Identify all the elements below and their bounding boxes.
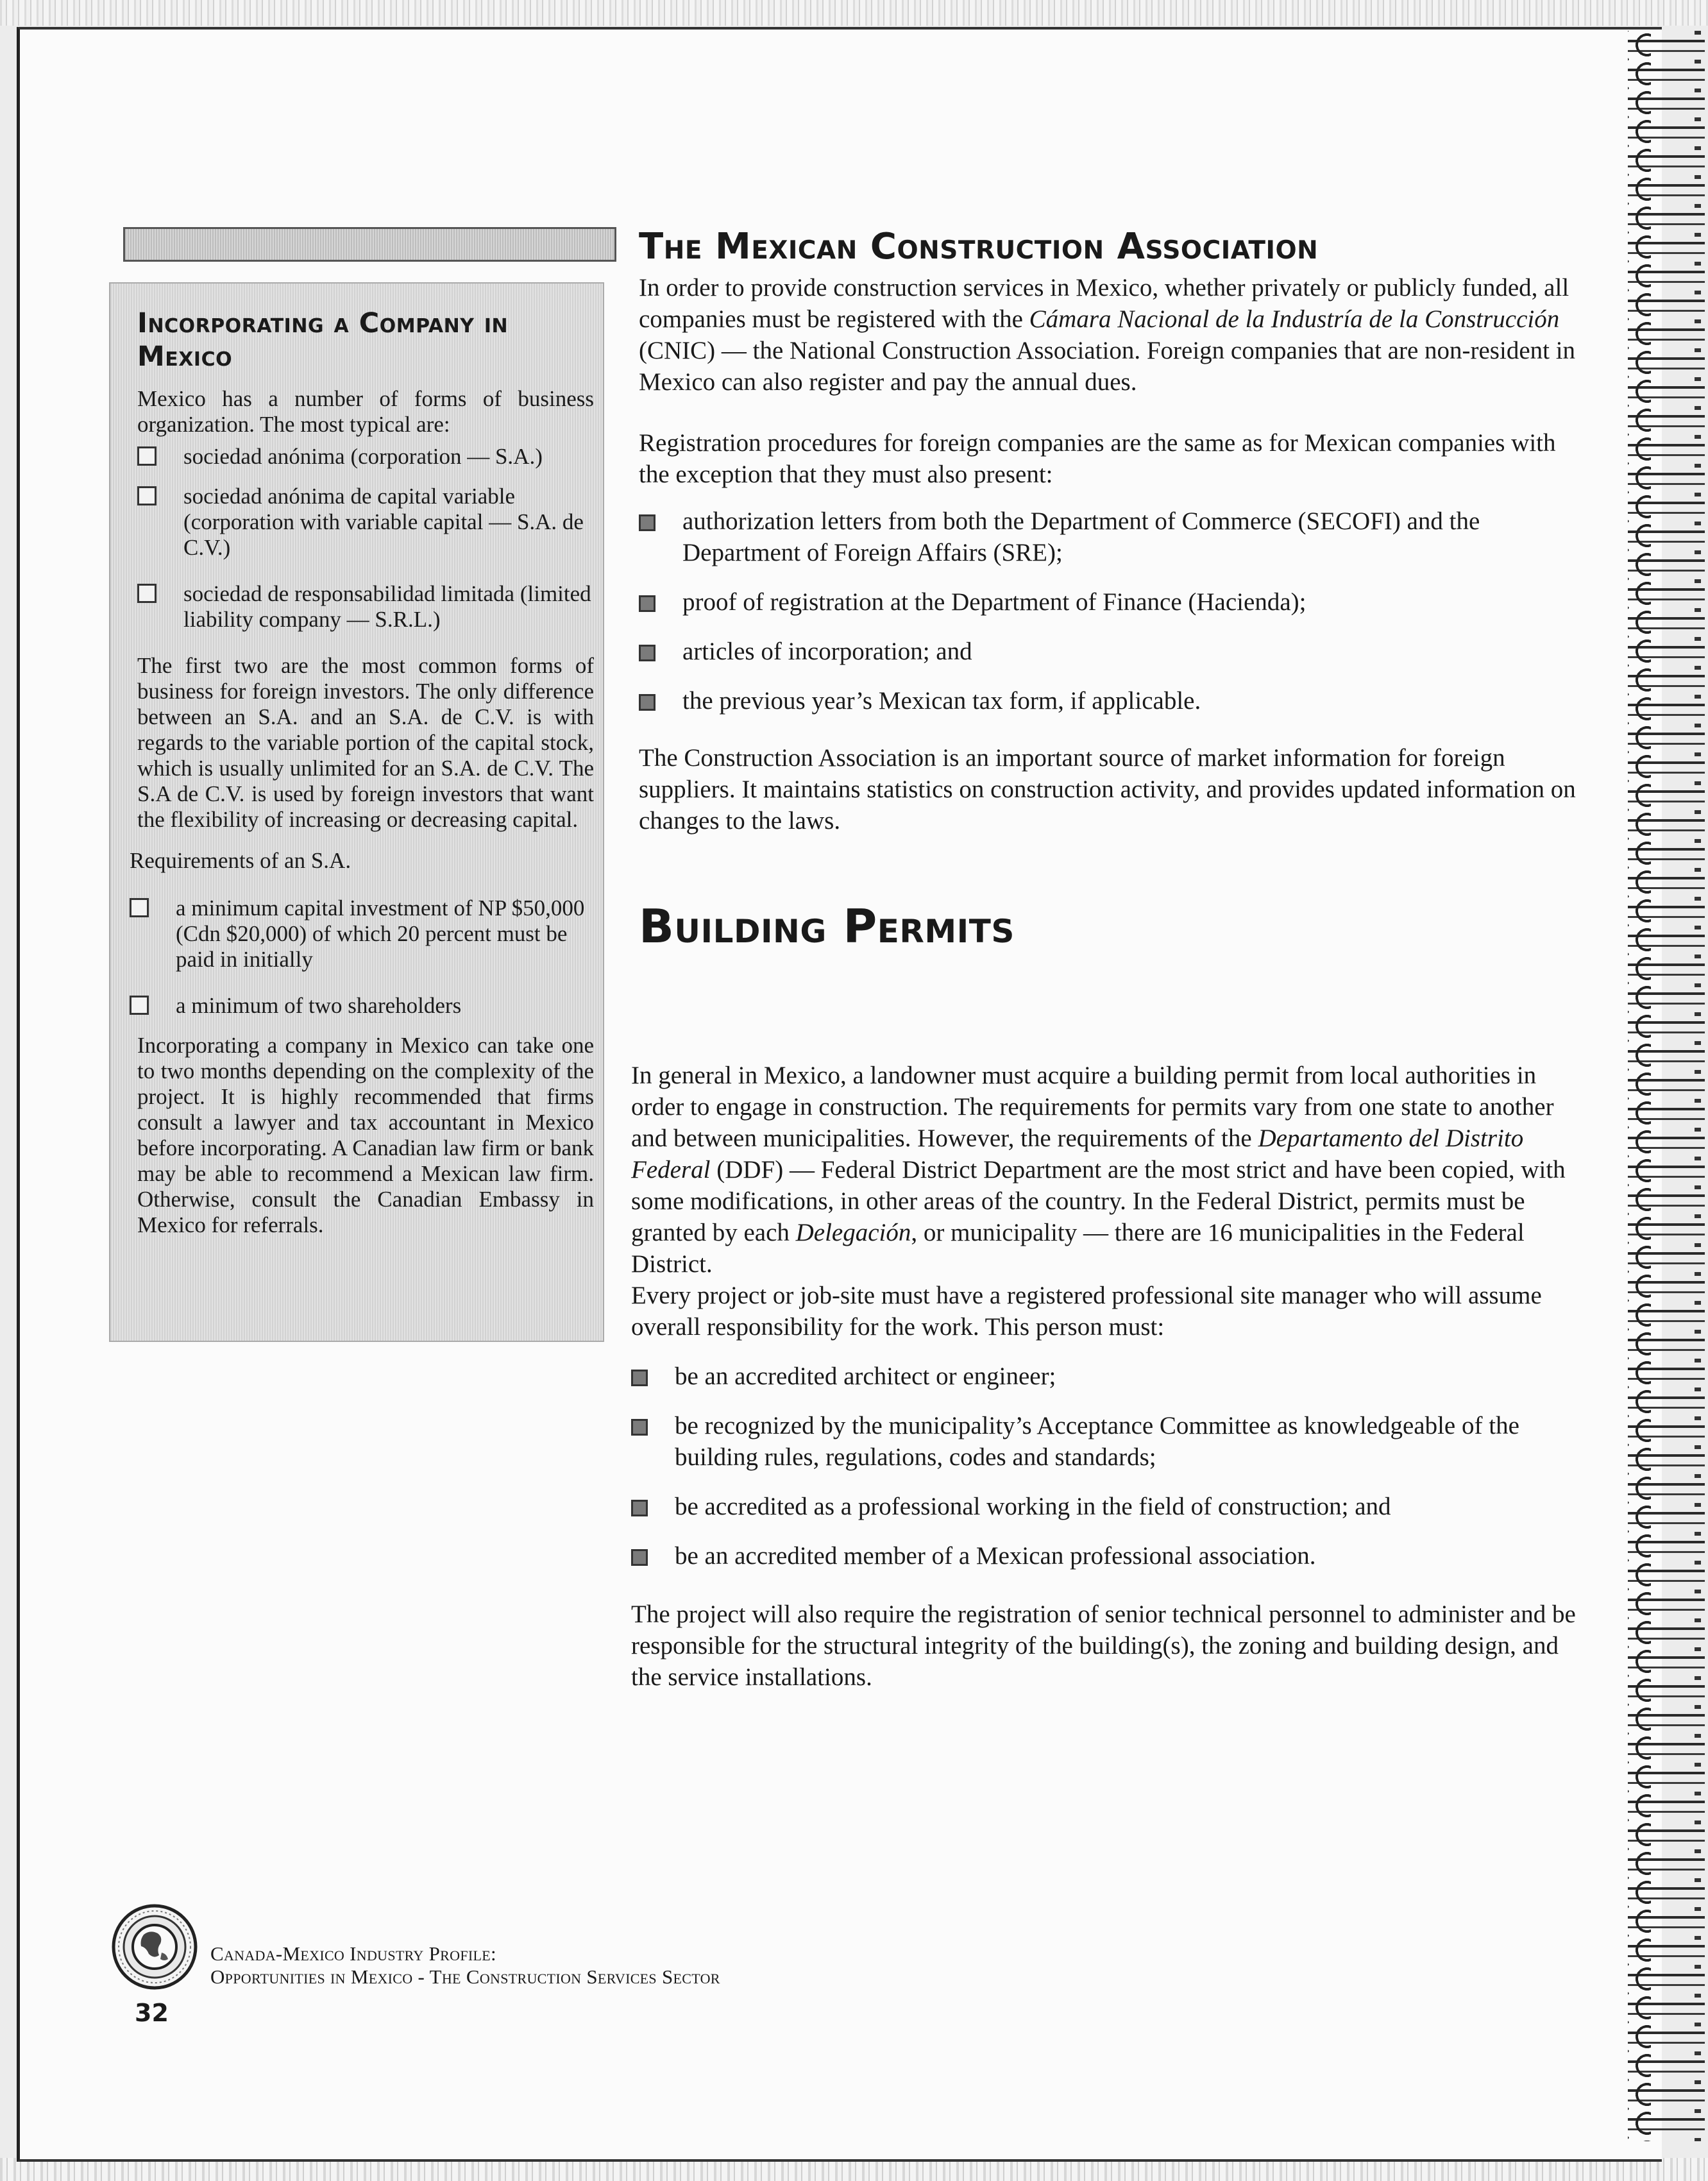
permits-text: In general in Mexico, a landowner must acquire a building permit from local authorities in order to engage in construction. The requirements for permits vary from one state to another and between municipalities. However, the requirements of the bbox=[631, 1062, 1554, 1152]
square-bullet-icon bbox=[631, 1500, 648, 1516]
list-item-text: a minimum capital investment of NP $50,000 (Cdn $20,000) of which 20 percent must be paid in initially bbox=[176, 895, 585, 972]
list-item bbox=[631, 1491, 1585, 1522]
checkbox-icon bbox=[130, 996, 149, 1015]
association-intro bbox=[639, 272, 1584, 398]
list-item bbox=[137, 484, 594, 561]
list-item-text: proof of registration at the Department of Finance (Hacienda); bbox=[682, 588, 1306, 616]
checkbox-icon bbox=[137, 486, 156, 505]
sidebar-intro: Mexico has a number of forms of business organization. The most typical are: bbox=[137, 386, 594, 437]
list-item-text: sociedad anónima (corporation — S.A.) bbox=[183, 444, 543, 469]
list-item bbox=[639, 685, 1584, 717]
square-bullet-icon bbox=[639, 694, 655, 711]
sidebar-requirements-label: Requirements of an S.A. bbox=[130, 848, 351, 873]
list-item-text: be accredited as a professional working in the field of construction; and bbox=[675, 1493, 1391, 1520]
registration-requirements-list bbox=[639, 505, 1584, 717]
square-bullet-icon bbox=[639, 514, 655, 531]
checkbox-icon bbox=[137, 446, 156, 466]
checkbox-icon bbox=[137, 584, 156, 603]
business-forms-list bbox=[137, 444, 594, 632]
association-closing-text: The Construction Association is an important source of market information for foreign suppliers. It maintains statistics on construction activity, and provides updated information on changes to the laws. bbox=[639, 744, 1576, 835]
page-number: 32 bbox=[135, 1999, 169, 2027]
list-item bbox=[631, 1410, 1585, 1473]
spiral-binding bbox=[1628, 31, 1705, 2141]
square-bullet-icon bbox=[631, 1370, 648, 1386]
list-item bbox=[639, 505, 1584, 568]
permits-text-2: (DDF) — Federal District Department are the most strict and have been copied, with some modifications, in other areas of the country. In the Federal District, permits must be granted by each bbox=[631, 1156, 1566, 1246]
footer-line-2: Opportunities in Mexico - The Construction Services Sector bbox=[210, 1965, 720, 1988]
association-intro-text-2: (CNIC) — the National Construction Association. Foreign companies that are non-resident in Mexico can also register and pay the annual dues. bbox=[639, 337, 1576, 396]
list-item bbox=[137, 581, 594, 632]
list-item-text: be recognized by the municipality’s Acceptance Committee as knowledgeable of the building rules, regulations, codes and standards; bbox=[675, 1412, 1519, 1471]
square-bullet-icon bbox=[631, 1549, 648, 1566]
footer-publication-title bbox=[210, 1942, 720, 1989]
sa-requirements-list bbox=[130, 895, 594, 1019]
footer-line-1: Canada-Mexico Industry Profile: bbox=[210, 1942, 496, 1965]
list-item-text: be an accredited member of a Mexican professional association. bbox=[675, 1542, 1316, 1570]
list-item-text: sociedad anónima de capital variable (corporation with variable capital — S.A. de C.V.) bbox=[183, 484, 584, 560]
ddf-name: Departamento del Distrito Federal bbox=[631, 1124, 1524, 1184]
scan-edge-top bbox=[0, 0, 1708, 26]
cnic-name: Cámara Nacional de la Industría de la Construcción bbox=[1029, 305, 1560, 333]
list-item bbox=[631, 1540, 1585, 1572]
registration-text: Registration procedures for foreign companies are the same as for Mexican companies with the exception that they must also present: bbox=[639, 429, 1556, 488]
list-item-text: authorization letters from both the Department of Commerce (SECOFI) and the Department of Foreign Affairs (SRE); bbox=[682, 507, 1480, 566]
sidebar-box bbox=[109, 282, 604, 1342]
site-manager-requirements-list bbox=[631, 1361, 1585, 1572]
sidebar-common-forms-text: The first two are the most common forms of business for foreign investors. The only difference between an S.A. and an S.A. de C.V. is with regards to the variable portion of the capital stock, which is usually unlimited for an S.A. de C.V. The S.A de C.V. is used by foreign investors that want the flexibility of increasing or decreasing capital. bbox=[137, 653, 594, 832]
list-item bbox=[137, 444, 594, 470]
permits-paragraph bbox=[631, 1060, 1585, 1280]
delegacion-term: Delegación bbox=[795, 1219, 911, 1246]
square-bullet-icon bbox=[639, 595, 655, 612]
list-item bbox=[639, 586, 1584, 618]
association-intro-text: In order to provide construction services in Mexico, whether privately or publicly funded, all companies must be registered with the bbox=[639, 274, 1569, 333]
sidebar-closing-text: Incorporating a company in Mexico can take one to two months depending on the complexity of the project. It is highly recommended that firms consult a lawyer and tax accountant in Mexico before incorporating. A Canadian law firm or bank may be able to recommend a Mexican law firm. Otherwise, consult the Canadian Embassy in Mexico for referrals. bbox=[137, 1033, 594, 1237]
list-item bbox=[631, 1361, 1585, 1392]
square-bullet-icon bbox=[631, 1419, 648, 1436]
list-item-text: the previous year’s Mexican tax form, if applicable. bbox=[682, 687, 1201, 715]
permits-text-3: , or municipality — there are 16 municipalities in the Federal District. bbox=[631, 1219, 1525, 1278]
association-heading: The Mexican Construction Association bbox=[639, 226, 1319, 267]
permits-heading: Building Permits bbox=[639, 899, 1015, 953]
sidebar-header-bar bbox=[123, 227, 616, 262]
list-item-text: a minimum of two shareholders bbox=[176, 993, 462, 1018]
list-item-text: be an accredited architect or engineer; bbox=[675, 1362, 1056, 1390]
list-item bbox=[639, 636, 1584, 667]
main-column bbox=[639, 226, 1584, 952]
permits-section bbox=[631, 1060, 1585, 1693]
checkbox-icon bbox=[130, 898, 149, 917]
globe-seal-icon bbox=[110, 1903, 199, 1991]
site-manager-text: Every project or job-site must have a registered professional site manager who will assume overall responsibility for the work. This person must: bbox=[631, 1282, 1542, 1341]
list-item-text: articles of incorporation; and bbox=[682, 638, 972, 665]
list-item bbox=[130, 895, 594, 972]
sidebar-title: Incorporating a Company in Mexico bbox=[137, 307, 509, 373]
list-item-text: sociedad de responsabilidad limitada (limited liability company — S.R.L.) bbox=[183, 581, 591, 632]
permits-closing-text: The project will also require the registration of senior technical personnel to administer and be responsible for the structural integrity of the building(s), the zoning and building design, and the service installations. bbox=[631, 1600, 1576, 1691]
list-item bbox=[130, 993, 594, 1019]
square-bullet-icon bbox=[639, 645, 655, 661]
